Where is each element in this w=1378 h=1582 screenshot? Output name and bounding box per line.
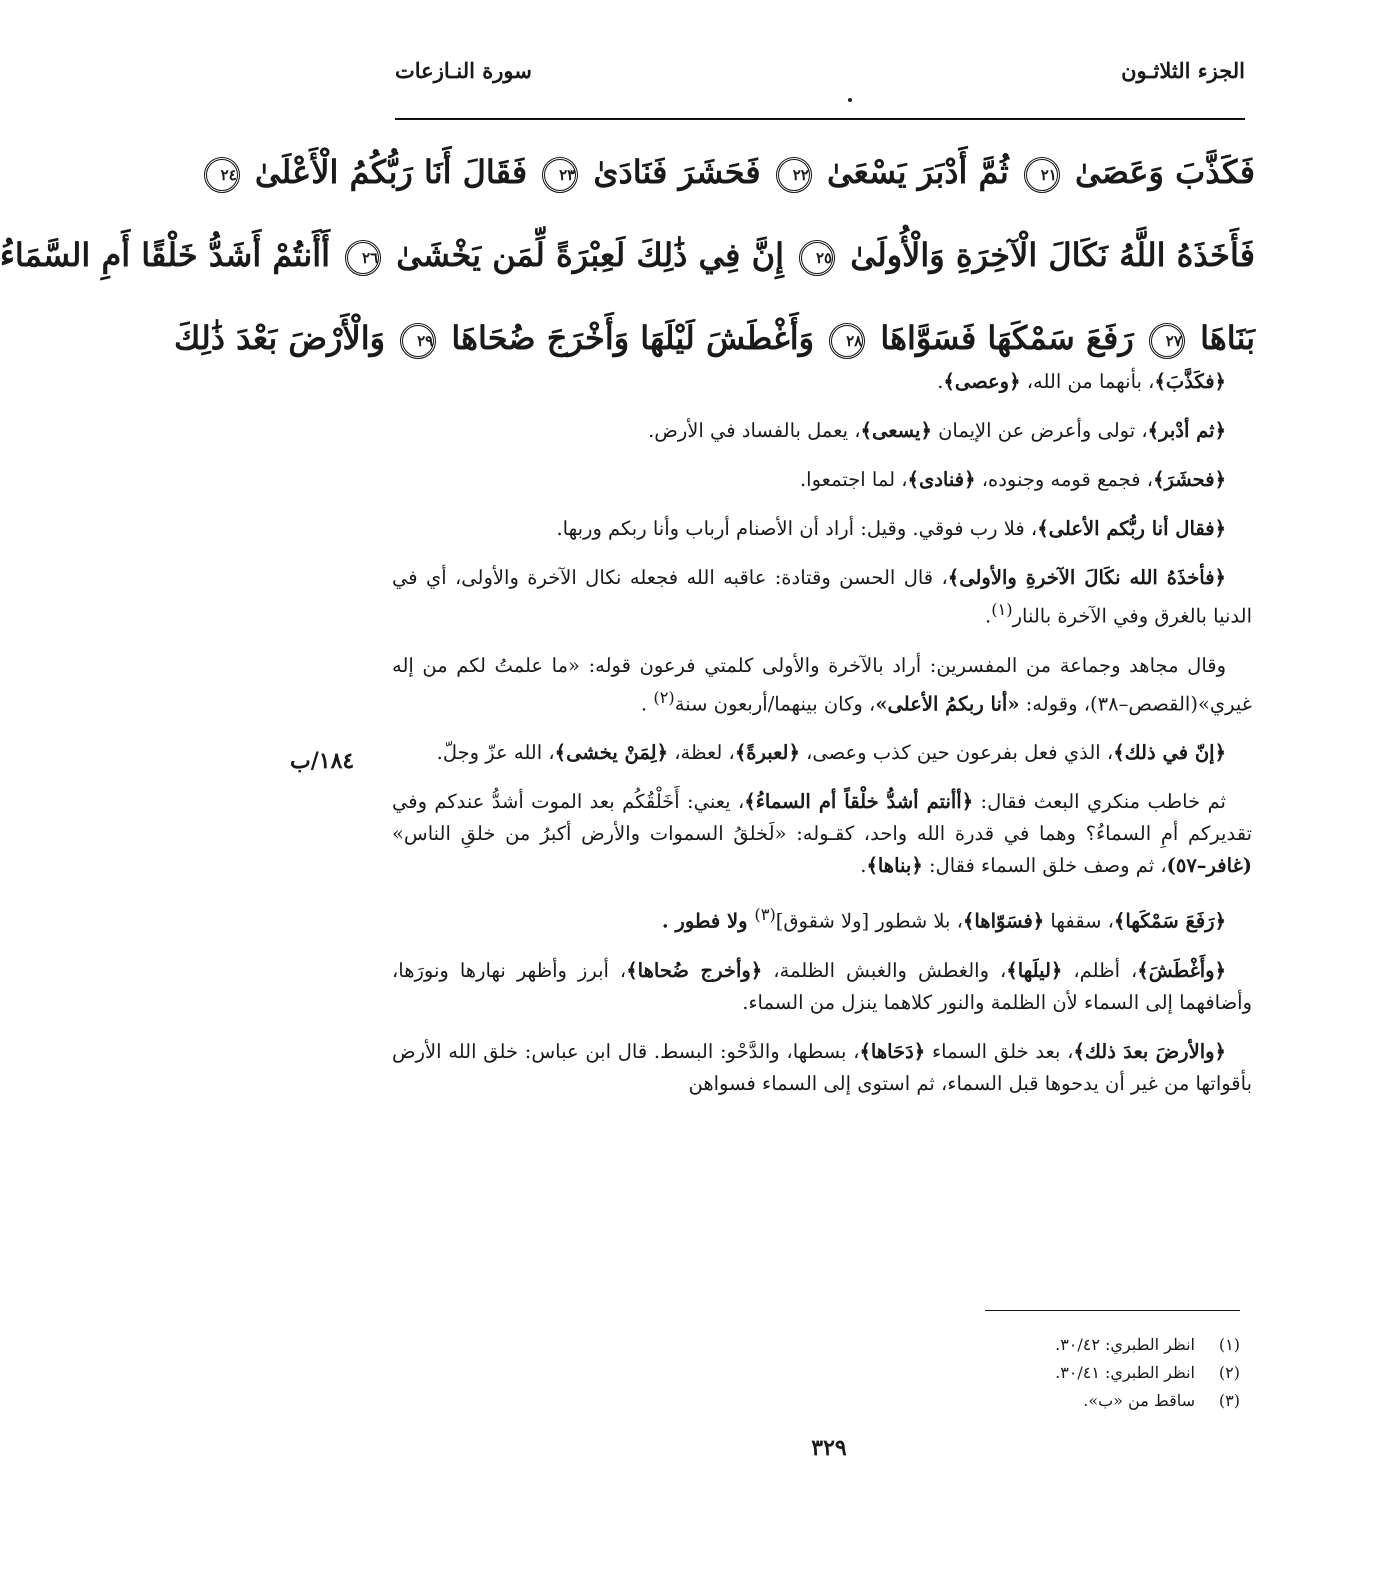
- part-title: الجزء الثلاثـون: [1121, 58, 1245, 83]
- footnote: [880, 1390, 1240, 1411]
- paragraph: [392, 1036, 1252, 1100]
- quoted-verse: ﴿فحشَرَ﴾: [1153, 468, 1226, 491]
- commentary-text: ، تولى وأعرض عن الإيمان: [931, 419, 1148, 442]
- commentary-text: ، وكان بينهما/أربعون سنة: [674, 692, 876, 715]
- quoted-verse: ﴿فأخذَهُ الله نكَالَ الآخرةِ والأولى﴾: [947, 566, 1226, 589]
- commentary-text: ، لعظة،: [668, 741, 735, 764]
- paragraph: [392, 955, 1252, 1019]
- footnote-ref: (٢): [653, 687, 675, 707]
- quoted-verse: ﴿والأرضَ بعدَ ذلك﴾: [1073, 1039, 1226, 1063]
- commentary-text: ، قال الحسن وقتادة: عاقبه الله فجعله نكال الآخرة والأولى، أي في الدنيا بالغرق وفي الآخرة بالنار: [392, 566, 1252, 628]
- verse-text: رَفَعَ سَمْكَهَا فَسَوَّاهَا: [880, 319, 1134, 357]
- quoted-verse: ﴿دَحَاها﴾: [859, 1039, 926, 1063]
- commentary-text: ، فجمع قومه وجنوده،: [975, 468, 1154, 491]
- footnote-ref: (١): [991, 600, 1013, 619]
- quoted-verse: ﴿وأَغْطَشَ﴾: [1137, 958, 1227, 982]
- quoted-verse: ﴿إنّ في ذلك﴾: [1113, 741, 1226, 764]
- page-number: ٣٢٩: [811, 1435, 847, 1461]
- commentary-text: ، فلا رب فوقي. وقيل: أراد أن الأصنام أرباب وأنا ربكم وربها.: [556, 517, 1038, 540]
- commentary-text: ، بلا شطور [ولا شقوق]: [775, 909, 963, 933]
- commentary-text: ثم خاطب منكري البعث فقال:: [973, 790, 1226, 813]
- commentary-text: ، ثم وصف خلق السماء فقال:: [922, 854, 1167, 877]
- commentary-text: ، بأنهما من الله،: [1020, 370, 1155, 393]
- footnote-text: ساقط من «ب».: [1083, 1391, 1195, 1410]
- quoted-verse: ﴿ثم أدْبر﴾: [1147, 419, 1226, 442]
- verse-text: فَقَالَ أَنَا رَبُّكُمُ الْأَعْلَىٰ: [254, 153, 528, 191]
- footnote-number: (٢): [1218, 1363, 1240, 1382]
- verse-text: فَكَذَّبَ وَعَصَىٰ: [1075, 153, 1255, 191]
- quran-line-2: [0, 225, 1255, 285]
- header-rule: [395, 118, 1245, 120]
- commentary-text: .: [860, 854, 867, 877]
- quoted-verse: ﴿يسعى﴾: [860, 419, 932, 442]
- commentary-text: ، بسطها، والدَّحْو: البسط. قال ابن عباس: خلق الله الأرض بأقواتها من غير أن يدحوها قبل السماء، ثم استوى إلى السماء فسواهن: [392, 1039, 1252, 1095]
- ayah-number-marker: ٢٤: [204, 157, 240, 193]
- ayah-number-marker: ٢٥: [799, 240, 835, 276]
- commentary-text: .: [937, 370, 944, 393]
- paragraph: [392, 464, 1252, 496]
- ayah-number-marker: ٢٨: [829, 323, 865, 359]
- citation: (غافر–٥٧): [1166, 854, 1252, 877]
- commentary-text: .: [985, 604, 992, 628]
- footnotes: [880, 1334, 1240, 1418]
- paragraph: [392, 513, 1252, 545]
- quoted-verse: ﴿وعصى﴾: [943, 370, 1021, 393]
- verse-text: وَأَغْطَشَ لَيْلَهَا وَأَخْرَجَ ضُحَاهَا: [451, 319, 815, 357]
- commentary-text: ، الذي فعل بفرعون حين كذب وعصى،: [799, 741, 1114, 764]
- header-dot: [848, 98, 852, 102]
- paragraph: [392, 366, 1252, 398]
- ayah-number-marker: ٢٢: [776, 157, 812, 193]
- verse-text: بَنَاهَا: [1200, 319, 1255, 357]
- paragraph: [392, 562, 1252, 633]
- verse-text: فَحَشَرَ فَنَادَىٰ: [593, 153, 761, 191]
- footnote-text: انظر الطبري: ٣٠/٤٢.: [1055, 1335, 1195, 1354]
- paragraph: [392, 899, 1252, 938]
- verse-text: وَالْأَرْضَ بَعْدَ ذَٰلِكَ: [173, 319, 386, 357]
- quoted-verse: ﴿أأنتم أشدُّ خلْقاً أم السماءُ﴾: [744, 790, 974, 813]
- footnote-rule: [985, 1310, 1240, 1311]
- verse-text: فَأَخَذَهُ اللَّهُ نَكَالَ الْآخِرَةِ وَالْأُولَىٰ: [850, 236, 1255, 274]
- surah-title: سورة النـازعات: [395, 58, 532, 83]
- commentary-text: (القصص–٣٨)، وقوله:: [1019, 692, 1198, 715]
- commentary-bold: ولا فطور .: [661, 909, 755, 933]
- commentary-text: ، الله عزّ وجلّ.: [436, 741, 555, 764]
- ayah-number-marker: ٢٣: [542, 157, 578, 193]
- footnote-text: انظر الطبري: ٣٠/٤١.: [1055, 1363, 1195, 1382]
- verse-text: إِنَّ فِي ذَٰلِكَ لَعِبْرَةً لِّمَن يَخْشَىٰ: [396, 236, 784, 274]
- quoted-verse: ﴿وأخرج ضُحاها﴾: [626, 958, 763, 982]
- commentary-text: وقال مجاهد وجماعة من المفسرين: أراد بالآخرة والأولى كلمتي فرعون قوله: «ما علمتُ لكم من إله غيري»: [392, 653, 1252, 715]
- commentary-text: ، يعمل بالفساد في الأرض.: [648, 419, 861, 442]
- quoted-verse: ﴿بناها﴾: [866, 854, 923, 877]
- quoted-verse: ﴿لِمَنْ يخشى﴾: [554, 741, 669, 764]
- manuscript-folio-note: ١٨٤/ب: [290, 748, 355, 774]
- quoted-verse: ﴿فكَذَّبَ﴾: [1154, 370, 1226, 393]
- paragraph: [392, 737, 1252, 769]
- footnote-ref: (٣): [754, 905, 776, 924]
- paragraph: [392, 415, 1252, 447]
- footnote-number: (٣): [1218, 1391, 1240, 1410]
- quran-line-1: [220, 142, 1255, 202]
- commentary-text: ، بعد خلق السماء: [925, 1039, 1074, 1063]
- quran-line-3: [173, 308, 1255, 368]
- quoted-verse: ﴿رَفَعَ سَمْكَها﴾: [1113, 909, 1226, 933]
- quran-verses: [0, 142, 1255, 391]
- footnote: [880, 1362, 1240, 1383]
- running-header: [395, 58, 1245, 92]
- commentary-body: [392, 366, 1252, 1117]
- verse-text: ثُمَّ أَدْبَرَ يَسْعَىٰ: [826, 153, 1009, 191]
- commentary-text: ، أبرز وأظهر نهارها ونورَها، وأضافهما إلى السماء لأن الظلمة والنور كلاهما ينزل من السماء.: [392, 958, 1252, 1014]
- footnote-number: (١): [1218, 1335, 1240, 1354]
- paragraph: [392, 650, 1252, 721]
- commentary-text: ، لما اجتمعوا.: [799, 468, 908, 491]
- quoted-verse: ﴿فسَوّاها﴾: [962, 909, 1045, 933]
- commentary-text: ، سقفها: [1044, 909, 1114, 933]
- ayah-number-marker: ٢١: [1024, 157, 1060, 193]
- commentary-text: ، والغطش والغبش الظلمة،: [762, 958, 1007, 982]
- quoted-verse: ﴿فقال أنا ربُّكم الأعلى﴾: [1037, 517, 1226, 540]
- quoted-verse: «أنا ربكمُ الأعلى»: [875, 692, 1020, 715]
- ayah-number-marker: ٢٩: [400, 323, 436, 359]
- commentary-text: ، أظلم،: [1062, 958, 1138, 982]
- paragraph: [392, 786, 1252, 882]
- ayah-number-marker: ٢٦: [345, 240, 381, 276]
- quoted-verse: ﴿فنادى﴾: [907, 468, 976, 491]
- quoted-verse: ﴿ليلَها﴾: [1006, 958, 1063, 982]
- commentary-text: ، يعني: أَخَلْقُكُم بعد الموت أشدُّ عندكم وفي تقديركم أمِ السماءُ؟ وهما في قدرة الله واحد، كقـوله: «لَخلقُ السموات والأرض أكبرُ من خلقِ الناس»: [392, 790, 1252, 845]
- quoted-verse: ﴿لعبرةً﴾: [734, 741, 800, 764]
- verse-text: أَأَنتُمْ أَشَدُّ خَلْقًا أَمِ السَّمَاءُ: [0, 236, 331, 274]
- footnote: [880, 1334, 1240, 1355]
- commentary-text: .: [640, 692, 654, 715]
- ayah-number-marker: ٢٧: [1149, 323, 1185, 359]
